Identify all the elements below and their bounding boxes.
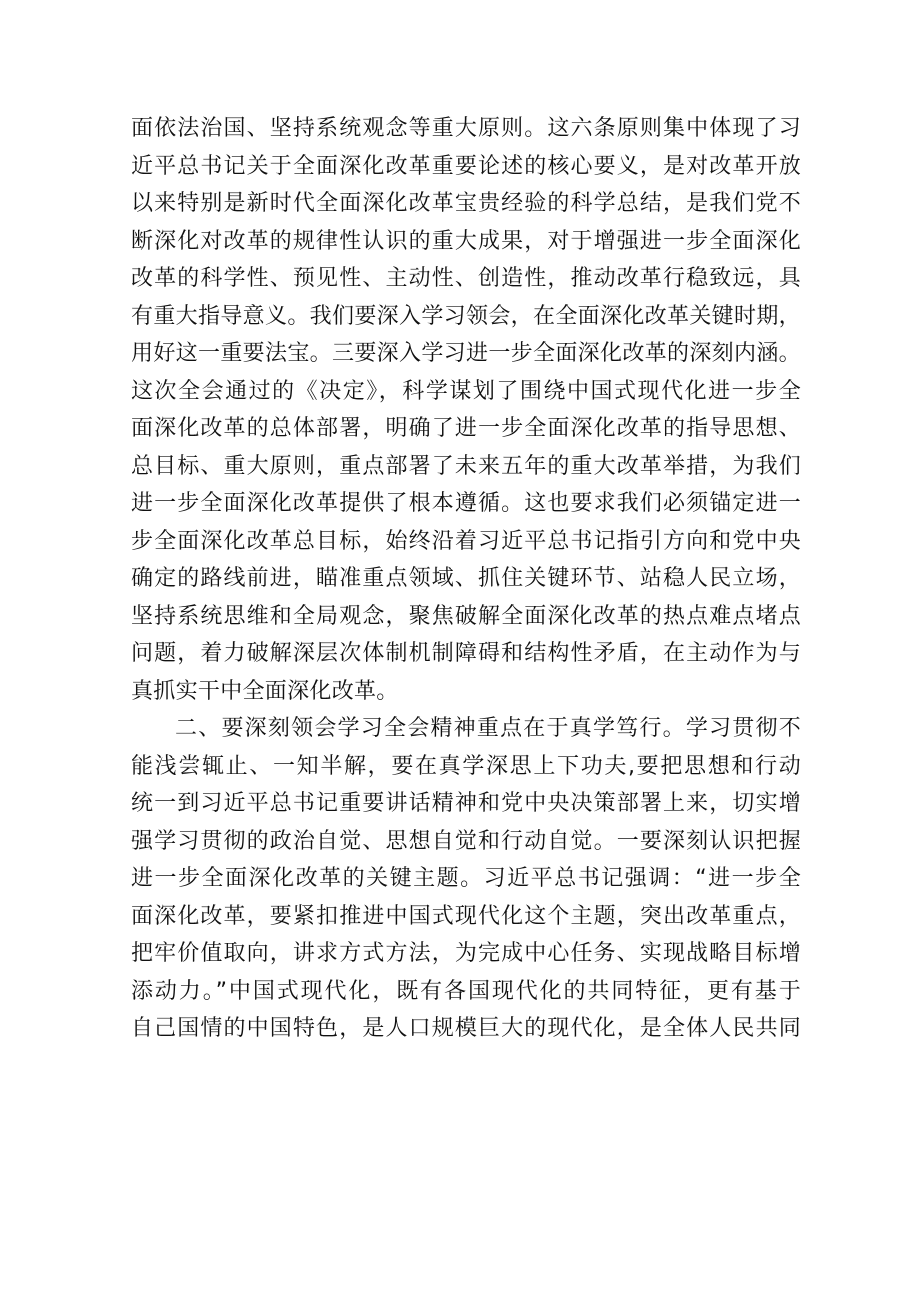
text-line: 统一到习近平总书记重要讲话精神和党中央决策部署上来，切实增 <box>131 791 801 816</box>
text-line: 用好这一重要法宝。三要深入学习进一步全面深化改革的深刻内涵。 <box>131 341 801 366</box>
text-line: 真抓实干中全面深化改革。 <box>131 678 399 704</box>
text-line: 进一步全面深化改革的关键主题。习近平总书记强调：“进一步全 <box>131 866 801 891</box>
text-line: 强学习贯彻的政治自觉、思想自觉和行动自觉。一要深刻认识把握 <box>131 828 801 854</box>
text-line: 面深化改革的总体部署，明确了进一步全面深化改革的指导思想、 <box>131 416 801 441</box>
text-line: 问题，着力破解深层次体制机制障碍和结构性矛盾，在主动作为与 <box>131 641 801 666</box>
text-line: 近平总书记关于全面深化改革重要论述的核心要义，是对改革开放 <box>131 153 801 179</box>
text-line: 坚持系统思维和全局观念，聚焦破解全面深化改革的热点难点堵点 <box>131 603 801 629</box>
section-heading-line: 二、要深刻领会学习全会精神重点在于真学笃行。学习贯彻不 <box>175 716 801 741</box>
text-line: 这次全会通过的《决定》，科学谋划了围绕中国式现代化进一步全 <box>131 378 801 404</box>
text-line: 以来特别是新时代全面深化改革宝贵经验的科学总结，是我们党不 <box>131 191 801 216</box>
text-line: 能浅尝辄止、一知半解，要在真学深思上下功夫,要把思想和行动 <box>131 753 801 779</box>
text-line: 把牢价值取向，讲求方式方法，为完成中心任务、实现战略目标增 <box>131 941 801 966</box>
text-line: 自己国情的中国特色，是人口规模巨大的现代化，是全体人民共同 <box>131 1016 801 1041</box>
text-line: 断深化对改革的规律性认识的重大成果，对于增强进一步全面深化 <box>131 228 801 254</box>
text-line: 总目标、重大原则，重点部署了未来五年的重大改革举措，为我们 <box>131 453 801 479</box>
text-line: 进一步全面深化改革提供了根本遵循。这也要求我们必须锚定进一 <box>131 491 801 516</box>
text-line: 改革的科学性、预见性、主动性、创造性，推动改革行稳致远，具 <box>131 266 801 291</box>
text-line: 步全面深化改革总目标，始终沿着习近平总书记指引方向和党中央 <box>131 528 801 554</box>
text-line: 确定的路线前进，瞄准重点领域、抓住关键环节、站稳人民立场， <box>131 566 801 591</box>
text-line: 添动力。”中国式现代化，既有各国现代化的共同特征，更有基于 <box>131 978 801 1004</box>
text-line: 有重大指导意义。我们要深入学习领会，在全面深化改革关键时期， <box>131 303 801 329</box>
text-line: 面深化改革，要紧扣推进中国式现代化这个主题，突出改革重点， <box>131 903 801 929</box>
text-line: 面依法治国、坚持系统观念等重大原则。这六条原则集中体现了习 <box>131 116 801 141</box>
body-text <box>131 110 801 1048</box>
